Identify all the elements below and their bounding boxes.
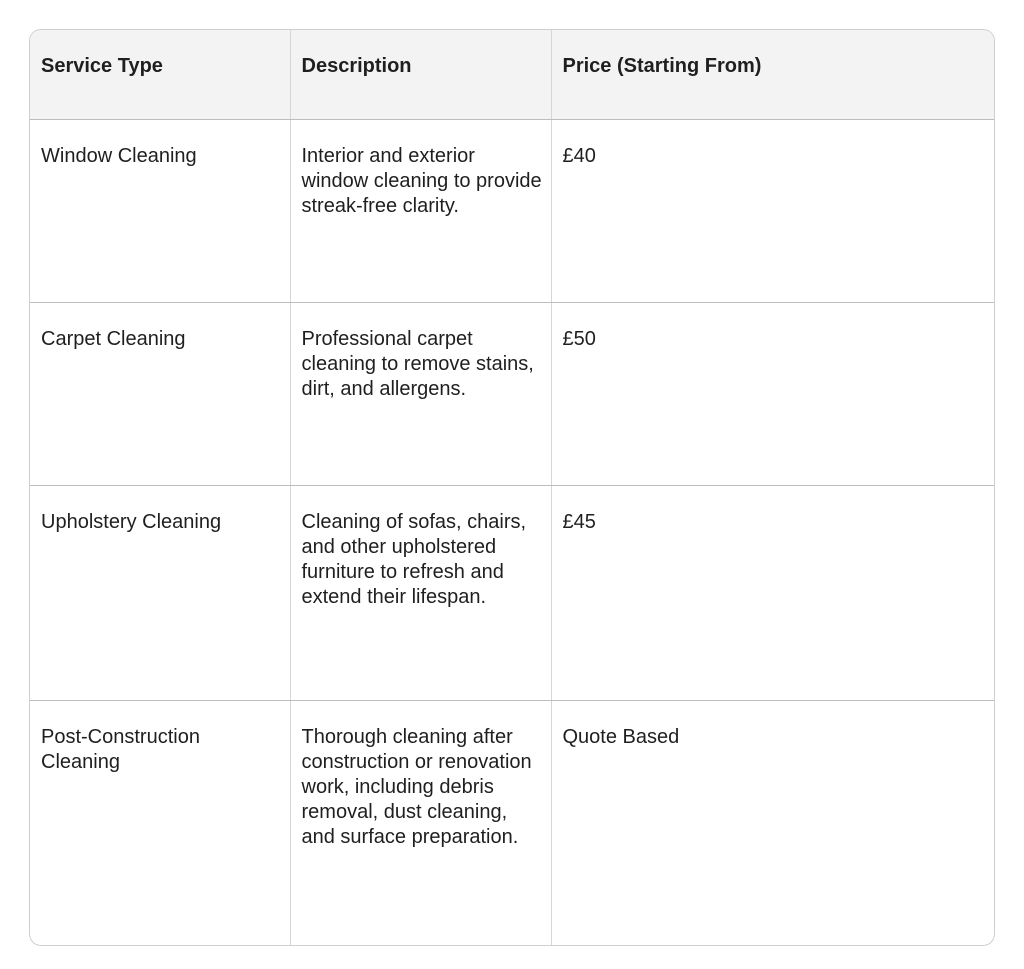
cell-price: £45 xyxy=(551,485,994,700)
cell-service: Upholstery Cleaning xyxy=(30,485,290,700)
table-row xyxy=(30,700,994,945)
table-row xyxy=(30,119,994,302)
header-price: Price (Starting From) xyxy=(551,30,994,119)
pricing-table xyxy=(30,30,994,945)
cell-price: Quote Based xyxy=(562,725,680,748)
table-row xyxy=(30,302,994,485)
cell-service: Window Cleaning xyxy=(30,119,290,302)
header-description: Description xyxy=(290,30,551,119)
cell-description: Thorough cleaning after construction or renovation work, including debris removal, dust cleaning, and surface preparation. xyxy=(290,700,551,945)
cell-price: £40 xyxy=(551,119,994,302)
header-service-type: Service Type xyxy=(30,30,290,119)
table-row xyxy=(30,485,994,700)
cell-service: Post-Construction Cleaning xyxy=(30,700,290,945)
cell-description: Professional carpet cleaning to remove stains, dirt, and allergens. xyxy=(290,302,551,485)
table-header-row xyxy=(30,30,994,119)
cell-price: £50 xyxy=(551,302,994,485)
cell-description: Interior and exterior window cleaning to provide streak-free clarity. xyxy=(290,119,551,302)
services-table xyxy=(29,29,995,946)
cell-description: Cleaning of sofas, chairs, and other upholstered furniture to refresh and extend their lifespan. xyxy=(290,485,551,700)
cell-service: Carpet Cleaning xyxy=(30,302,290,485)
